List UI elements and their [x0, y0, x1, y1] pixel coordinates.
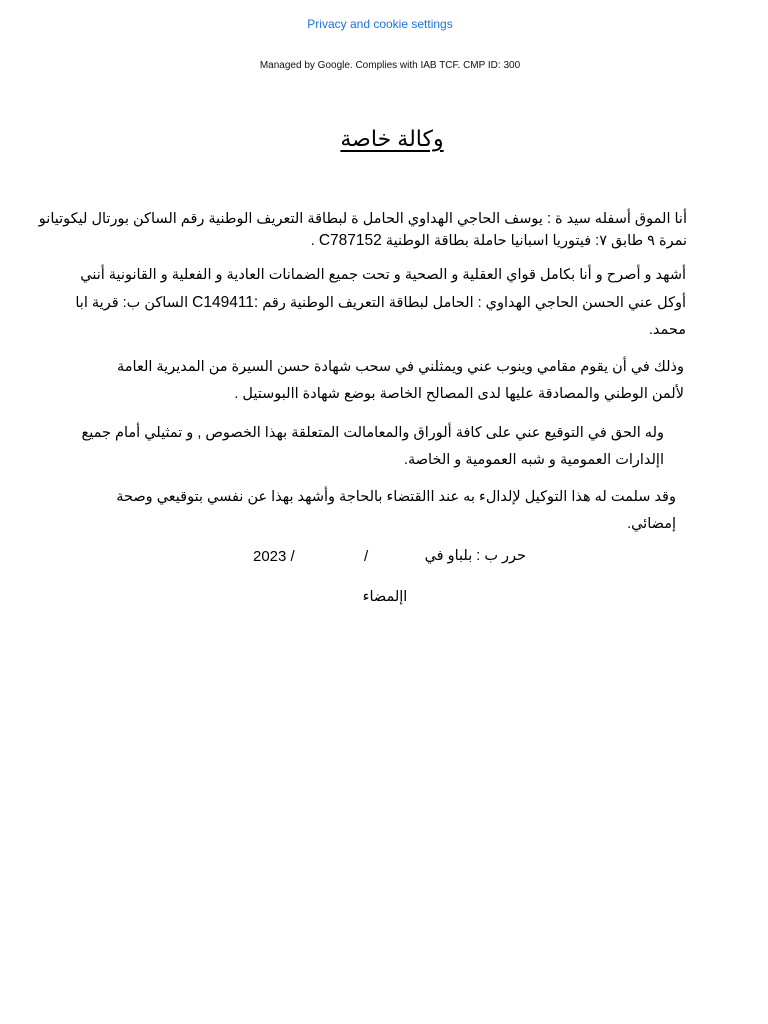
- paragraph-agent-text: أشهد و أصرح و أنا بكامل قواي العقلية و الصحية و تحت جميع الضمانات العادية و الفعلية و القانونية أنني أوكل عني الحسن الحاجي الهداوي : الحامل لبطاقة التعريف الوطنية رقم: [80, 267, 686, 311]
- date-separator: /: [364, 548, 369, 565]
- paragraph-agent: [66, 262, 686, 344]
- paragraph-principal-text: أنا الموق أسفله سيد ة : يوسف الحاجي الهداوي الحامل ة لبطاقة التعريف الوطنية رقم الساكن بورتال ليكوتيانو نمرة ٩ طابق ٧: فيتوريا اسبانيا حاملة بطاقة الوطنية: [38, 211, 687, 249]
- privacy-settings-link[interactable]: Privacy and cookie settings: [307, 17, 453, 31]
- principal-id-number: C787152: [318, 232, 382, 249]
- paragraph-principal: [7, 208, 687, 252]
- paragraph-principal-end: .: [310, 233, 319, 249]
- dated-at-place: حرر ب : بلباو في: [424, 548, 526, 564]
- paragraph-agent-end: الساكن ب: قرية ابا محمد.: [75, 295, 686, 338]
- signature-label: اإلمضاء: [362, 589, 408, 605]
- date-year: 2023 /: [253, 548, 295, 565]
- paragraph-signing-rights: وله الحق في التوقيع عني على كافة ألوراق والمعامالت المتعلقة بهذا الخصوص , و تمثيلي أمام جميع اإلدارات العمومية و شبه العمومية و الخاصة.: [81, 425, 664, 468]
- agent-id-number: C149411:: [192, 294, 259, 311]
- paragraph-delivery: وقد سلمت له هذا التوكيل لإلدالء به عند االقتضاء بالحاجة وأشهد بهذا عن نفسي بتوقيعي وصحة إمضائي.: [116, 489, 676, 532]
- document-title: وكالة خاصة: [340, 126, 444, 151]
- managed-by-google-note: Managed by Google. Complies with IAB TCF. CMP ID: 300: [259, 60, 521, 71]
- paragraph-purpose: وذلك في أن يقوم مقامي وينوب عني ويمثلني في سحب شهادة حسن السيرة من المديرية العامة لألمن الوطني والمصادقة عليها لدى المصالح الخاصة بوضع شهادة االبوستيل .: [116, 359, 684, 402]
